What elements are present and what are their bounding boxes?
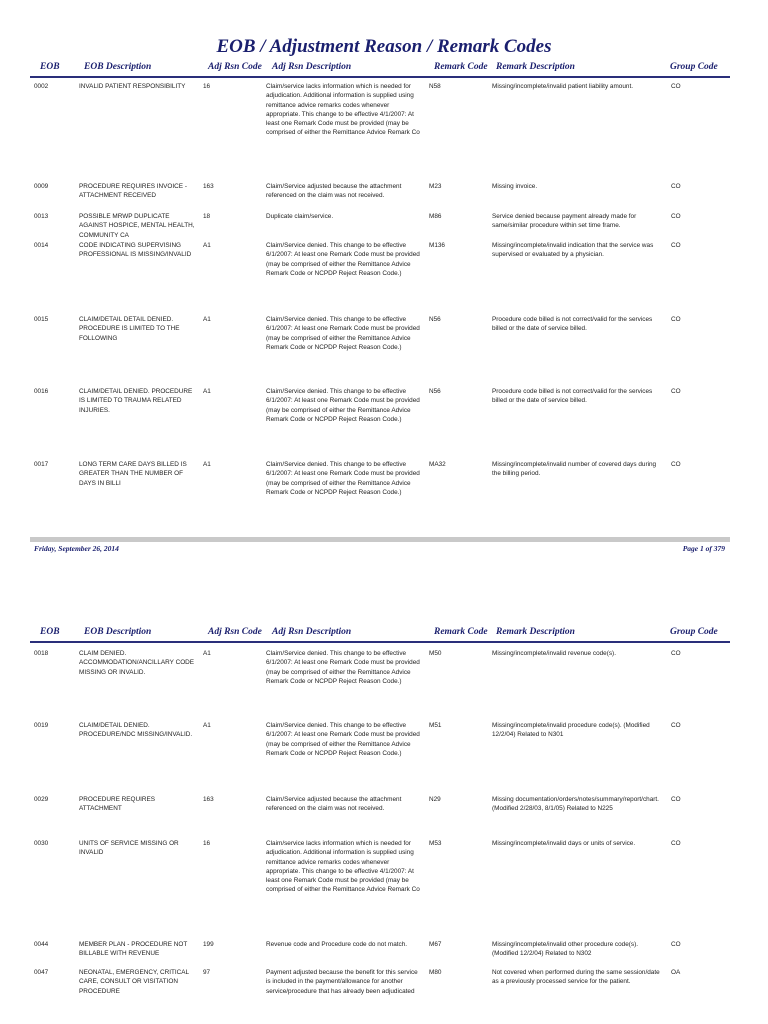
col-eob: EOB	[40, 62, 60, 72]
remark-code: N56	[429, 388, 441, 395]
remark-code: M53	[429, 840, 442, 847]
adj-reason-description: Claim/service lacks information which is needed for adjudication. Additional information is supplied using remittance advice remarks codes whenever appropriate. This change to be effective 4/1/2007: At least one Remark Code must be provided (may be comprised of either the Remittance Advice Remark Co	[266, 83, 420, 137]
table-header-page-2	[30, 627, 730, 643]
eob-code: 0017	[34, 461, 49, 468]
adj-reason-description: Revenue code and Procedure code do not match.	[266, 941, 408, 948]
remark-code: M86	[429, 213, 442, 220]
eob-code: 0047	[34, 969, 49, 976]
remark-code: N29	[429, 796, 441, 803]
remark-description: Missing/incomplete/invalid revenue code(s).	[492, 650, 616, 657]
eob-code: 0015	[34, 316, 49, 323]
eob-code: 0002	[34, 83, 49, 90]
footer-divider	[30, 537, 730, 542]
group-code: CO	[671, 183, 681, 190]
adj-reason-description: Claim/Service denied. This change to be effective 6/1/2007: At least one Remark Code must be provided (may be comprised of either the Remittance Advice Remark Code or NCPDP Reject Reason Code.)	[266, 722, 420, 757]
remark-code: N58	[429, 83, 441, 90]
eob-code: 0030	[34, 840, 49, 847]
col-remark-description: Remark Description	[496, 62, 575, 72]
eob-description: CLAIM/DETAIL DENIED. PROCEDURE IS LIMITED TO TRAUMA RELATED INJURIES.	[79, 388, 193, 414]
adj-reason-description: Claim/Service adjusted because the attachment referenced on the claim was not received.	[266, 183, 402, 200]
eob-description: CLAIM/DETAIL DENIED. PROCEDURE/NDC MISSING/INVALID.	[79, 722, 193, 739]
remark-code: M23	[429, 183, 442, 190]
col-remark-code: Remark Code	[434, 62, 488, 72]
eob-code: 0013	[34, 213, 49, 220]
page-title: EOB / Adjustment Reason / Remark Codes	[216, 36, 552, 57]
col-eob-description: EOB Description	[84, 627, 152, 637]
remark-code: M136	[429, 242, 445, 249]
adj-reason-code: 163	[203, 183, 214, 190]
eob-description: UNITS OF SERVICE MISSING OR INVALID	[79, 840, 179, 857]
remark-description: Missing/incomplete/invalid other procedure code(s). (Modified 12/2/04) Related to N302	[492, 941, 638, 958]
remark-code: M51	[429, 722, 442, 729]
col-adj-description: Adj Rsn Description	[272, 62, 352, 72]
col-adj-code: Adj Rsn Code	[208, 62, 262, 72]
adj-reason-code: A1	[203, 388, 211, 395]
adj-reason-description: Claim/Service adjusted because the attachment referenced on the claim was not received.	[266, 796, 402, 813]
adj-reason-code: A1	[203, 242, 211, 249]
adj-reason-description: Payment adjusted because the benefit for this service is included in the payment/allowance for another service/procedure that has already been adjudicated	[266, 969, 418, 995]
adj-reason-description: Claim/Service denied. This change to be effective 6/1/2007: At least one Remark Code must be provided (may be comprised of either the Remittance Advice Remark Code or NCPDP Reject Reason Code.)	[266, 242, 420, 277]
eob-description: INVALID PATIENT RESPONSIBILITY	[79, 83, 186, 90]
col-adj-description: Adj Rsn Description	[272, 627, 352, 637]
eob-code: 0016	[34, 388, 49, 395]
remark-description: Missing/incomplete/invalid days or units of service.	[492, 840, 636, 847]
remark-description: Procedure code billed is not correct/valid for the services billed or the date of service billed.	[492, 316, 653, 333]
eob-code: 0014	[34, 242, 49, 249]
adj-reason-description: Claim/Service denied. This change to be effective 6/1/2007: At least one Remark Code must be provided (may be comprised of either the Remittance Advice Remark Code or NCPDP Reject Reason Code.)	[266, 316, 420, 351]
remark-description: Not covered when performed during the same session/date as a previously processed service for the patient.	[492, 969, 660, 986]
group-code: CO	[671, 650, 681, 657]
group-code: CO	[671, 213, 681, 220]
remark-description: Missing/incomplete/invalid patient liability amount.	[492, 83, 634, 90]
adj-reason-code: 97	[203, 969, 211, 976]
adj-reason-description: Claim/service lacks information which is needed for adjudication. Additional information is supplied using remittance advice remarks codes whenever appropriate. This change to be effective 4/1/2007: At least one Remark Code must be provided (may be comprised of either the Remittance Advice Remark Co	[266, 840, 420, 894]
group-code: CO	[671, 316, 681, 323]
col-remark-code: Remark Code	[434, 627, 488, 637]
group-code: CO	[671, 796, 681, 803]
col-group-code: Group Code	[670, 62, 718, 72]
eob-description: PROCEDURE REQUIRES ATTACHMENT	[79, 796, 155, 813]
eob-description: CLAIM DENIED. ACCOMMODATION/ANCILLARY CODE MISSING OR INVALID.	[79, 650, 195, 676]
eob-code: 0009	[34, 183, 49, 190]
adj-reason-code: A1	[203, 461, 211, 468]
eob-description: CLAIM/DETAIL DETAIL DENIED. PROCEDURE IS LIMITED TO THE FOLLOWING	[79, 316, 180, 342]
group-code: OA	[671, 969, 681, 976]
adj-reason-code: 18	[203, 213, 211, 220]
eob-code: 0029	[34, 796, 49, 803]
footer-page: Page 1 of 379	[682, 544, 725, 553]
adj-reason-code: A1	[203, 650, 211, 657]
remark-code: M67	[429, 941, 442, 948]
eob-description: PROCEDURE REQUIRES INVOICE - ATTACHMENT RECEIVED	[79, 183, 187, 200]
table-header-page-1	[30, 62, 730, 78]
adj-reason-code: A1	[203, 722, 211, 729]
col-remark-description: Remark Description	[496, 627, 575, 637]
col-eob: EOB	[40, 627, 60, 637]
col-adj-code: Adj Rsn Code	[208, 627, 262, 637]
remark-code: MA32	[429, 461, 446, 468]
remark-description: Missing documentation/orders/notes/summary/report/chart. (Modified 2/28/03, 8/1/05) Related to N225	[492, 796, 659, 813]
col-group-code: Group Code	[670, 627, 718, 637]
eob-description: LONG TERM CARE DAYS BILLED IS GREATER THAN THE NUMBER OF DAYS IN BILLI	[79, 461, 187, 487]
group-code: CO	[671, 941, 681, 948]
group-code: CO	[671, 840, 681, 847]
eob-description: POSSIBLE MRWP DUPLICATE AGAINST HOSPICE, MENTAL HEALTH, COMMUNITY CA	[79, 213, 195, 239]
adj-reason-code: 199	[203, 941, 214, 948]
remark-code: M50	[429, 650, 442, 657]
remark-description: Missing/incomplete/invalid number of covered days during the billing period.	[492, 461, 657, 478]
adj-reason-code: 163	[203, 796, 214, 803]
group-code: CO	[671, 388, 681, 395]
footer-date: Friday, September 26, 2014	[34, 544, 119, 553]
adj-reason-description: Claim/Service denied. This change to be effective 6/1/2007: At least one Remark Code must be provided (may be comprised of either the Remittance Advice Remark Code or NCPDP Reject Reason Code.)	[266, 650, 420, 685]
eob-description: MEMBER PLAN - PROCEDURE NOT BILLABLE WITH REVENUE	[79, 941, 188, 958]
remark-description: Missing/incomplete/invalid indication that the service was supervised or evaluated by a physician.	[492, 242, 654, 259]
group-code: CO	[671, 722, 681, 729]
remark-description: Procedure code billed is not correct/valid for the services billed or the date of service billed.	[492, 388, 653, 405]
adj-reason-description: Claim/Service denied. This change to be effective 6/1/2007: At least one Remark Code must be provided (may be comprised of either the Remittance Advice Remark Code or NCPDP Reject Reason Code.)	[266, 388, 420, 423]
adj-reason-description: Duplicate claim/service.	[266, 213, 334, 220]
eob-description: CODE INDICATING SUPERVISING PROFESSIONAL IS MISSING/INVALID	[79, 242, 192, 259]
eob-description: NEONATAL, EMERGENCY, CRITICAL CARE, CONSULT OR VISITATION PROCEDURE	[79, 969, 189, 995]
adj-reason-code: A1	[203, 316, 211, 323]
eob-code: 0044	[34, 941, 49, 948]
group-code: CO	[671, 461, 681, 468]
group-code: CO	[671, 83, 681, 90]
remark-description: Missing invoice.	[492, 183, 538, 190]
remark-code: M80	[429, 969, 442, 976]
adj-reason-code: 16	[203, 840, 211, 847]
remark-code: N56	[429, 316, 441, 323]
eob-code: 0019	[34, 722, 49, 729]
adj-reason-description: Claim/Service denied. This change to be effective 6/1/2007: At least one Remark Code must be provided (may be comprised of either the Remittance Advice Remark Code or NCPDP Reject Reason Code.)	[266, 461, 420, 496]
adj-reason-code: 16	[203, 83, 211, 90]
eob-code: 0018	[34, 650, 49, 657]
remark-description: Service denied because payment already made for same/similar procedure within set time frame.	[492, 213, 637, 230]
remark-description: Missing/incomplete/invalid procedure code(s). (Modified 12/2/04) Related to N301	[492, 722, 650, 739]
group-code: CO	[671, 242, 681, 249]
col-eob-description: EOB Description	[84, 62, 152, 72]
